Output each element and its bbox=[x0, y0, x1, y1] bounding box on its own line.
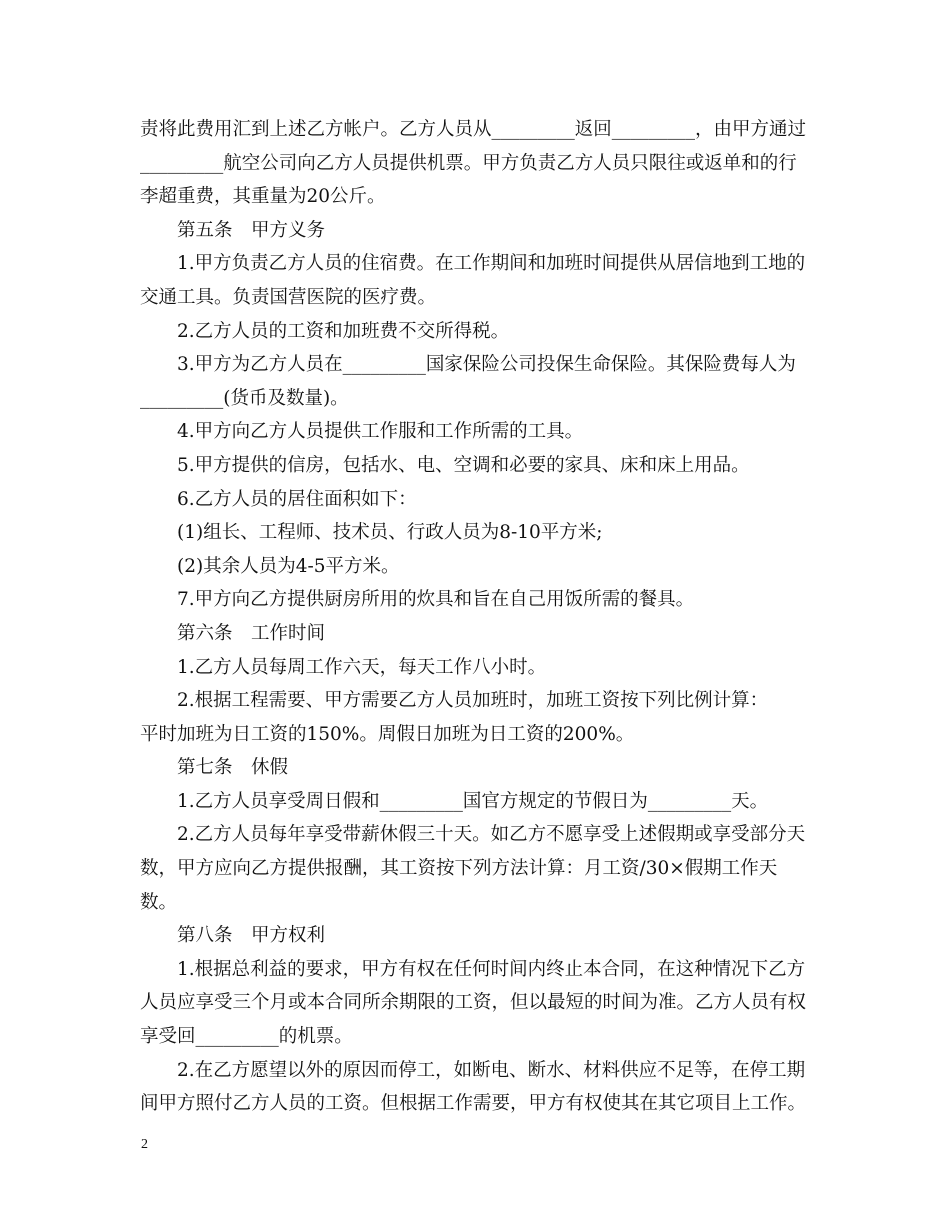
paragraph: 6.乙方人员的居住面积如下： bbox=[177, 488, 417, 510]
paragraph: 1.根据总利益的要求，甲方有权在任何时间内终止本合同，在这种情况下乙方人员应享受三个月或本合同所余期限的工资，但以最短的时间为准。乙方人员有权享受回_________的机票。 bbox=[140, 958, 807, 1048]
paragraph: (2)其余人员为4-5平方米。 bbox=[177, 555, 400, 577]
section-heading: 第五条 甲方义务 bbox=[177, 219, 326, 241]
section-heading: 第六条 工作时间 bbox=[177, 622, 326, 644]
paragraph: 3.甲方为乙方人员在_________国家保险公司投保生命保险。其保险费每人为_________(货币及数量)。 bbox=[140, 354, 796, 409]
page-number: 2 bbox=[141, 1137, 148, 1152]
paragraph: 1.甲方负责乙方人员的住宿费。在工作期间和加班时间提供从居信地到工地的交通工具。负责国营医院的医疗费。 bbox=[140, 253, 806, 308]
section-heading: 第七条 休假 bbox=[177, 757, 289, 779]
paragraph: 1.乙方人员享受周日假和_________国官方规定的节假日为_________天。 bbox=[177, 790, 769, 812]
document-body bbox=[140, 113, 812, 1121]
paragraph: 平时加班为日工资的150%。周假日加班为日工资的200%。 bbox=[140, 723, 635, 745]
paragraph: (1)组长、工程师、技术员、行政人员为8-10平方米; bbox=[177, 522, 603, 544]
paragraph: 责将此费用汇到上述乙方帐户。乙方人员从_________返回_________，由甲方通过_________航空公司向乙方人员提供机票。甲方负责乙方人员只限往或返单和的行李超重费，其重量为20公斤。 bbox=[140, 119, 807, 208]
paragraph: 2.乙方人员的工资和加班费不交所得税。 bbox=[177, 320, 510, 342]
paragraph: 2.乙方人员每年享受带薪休假三十天。如乙方不愿享受上述假期或享受部分天数，甲方应向乙方提供报酬，其工资按下列方法计算：月工资/30×假期工作天数。 bbox=[140, 824, 806, 913]
paragraph: 1.乙方人员每周工作六天，每天工作八小时。 bbox=[177, 656, 547, 678]
paragraph: 2.在乙方愿望以外的原因而停工，如断电、断水、材料供应不足等，在停工期间甲方照付乙方人员的工资。但根据工作需要，甲方有权使其在其它项目上工作。 bbox=[140, 1059, 807, 1115]
section-heading: 第八条 甲方权利 bbox=[177, 925, 326, 947]
paragraph: 7.甲方向乙方提供厨房所用的炊具和旨在自己用饭所需的餐具。 bbox=[177, 589, 695, 611]
paragraph: 5.甲方提供的信房，包括水、电、空调和必要的家具、床和床上用品。 bbox=[177, 454, 750, 476]
paragraph: 4.甲方向乙方人员提供工作服和工作所需的工具。 bbox=[177, 421, 584, 443]
paragraph: 2.根据工程需要、甲方需要乙方人员加班时，加班工资按下列比例计算： bbox=[177, 690, 769, 712]
